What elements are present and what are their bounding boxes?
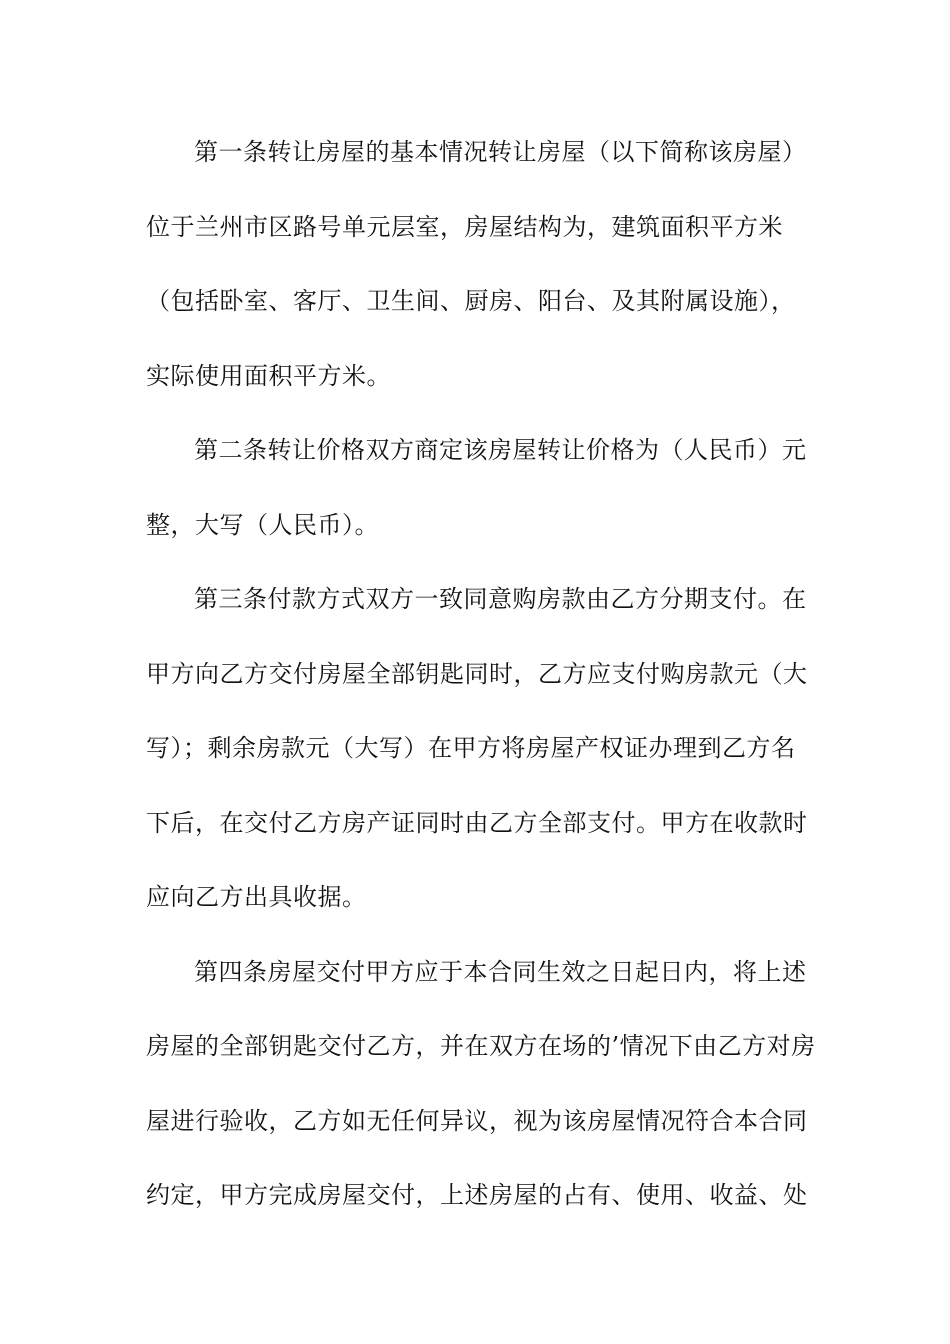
article-1-line-4: 实际使用面积平方米。 xyxy=(146,361,391,390)
article-4-line-4: 约定，甲方完成房屋交付，上述房屋的占有、使用、收益、处 xyxy=(146,1181,808,1209)
article-3-line-4: 下后，在交付乙方房产证同时由乙方全部支付。甲方在收款时 xyxy=(146,808,808,837)
article-1-line-3: （包括卧室、客厅、卫生间、厨房、阳台、及其附属设施）， xyxy=(146,287,796,315)
article-3-line-1: 第三条付款方式双方一致同意购房款由乙方分期支付。在 xyxy=(194,585,807,613)
article-4-line-2: 房屋的全部钥匙交付乙方，并在双方在场的’情况下由乙方对房 xyxy=(146,1032,816,1060)
article-1-line-2: 位于兰州市区路号单元层室，房屋结构为，建筑面积平方米 xyxy=(146,212,783,241)
article-4-line-3: 屋进行验收，乙方如无任何异议，视为该房屋情况符合本合同 xyxy=(146,1106,808,1135)
article-3-line-5: 应向乙方出具收据。 xyxy=(146,883,367,911)
article-2-line-2: 整，大写（人民币）。 xyxy=(146,510,379,539)
article-4-line-1: 第四条房屋交付甲方应于本合同生效之日起日内，将上述 xyxy=(194,957,807,986)
article-3-line-2: 甲方向乙方交付房屋全部钥匙同时，乙方应支付购房款元（大 xyxy=(146,659,808,688)
article-1-line-1: 第一条转让房屋的基本情况转让房屋（以下简称该房屋） xyxy=(194,138,807,166)
article-3-line-3: 写）；剩余房款元（大写）在甲方将房屋产权证办理到乙方名 xyxy=(146,734,796,762)
contract-body xyxy=(146,120,816,1238)
article-2-line-1: 第二条转让价格双方商定该房屋转让价格为（人民币）元 xyxy=(194,436,807,464)
